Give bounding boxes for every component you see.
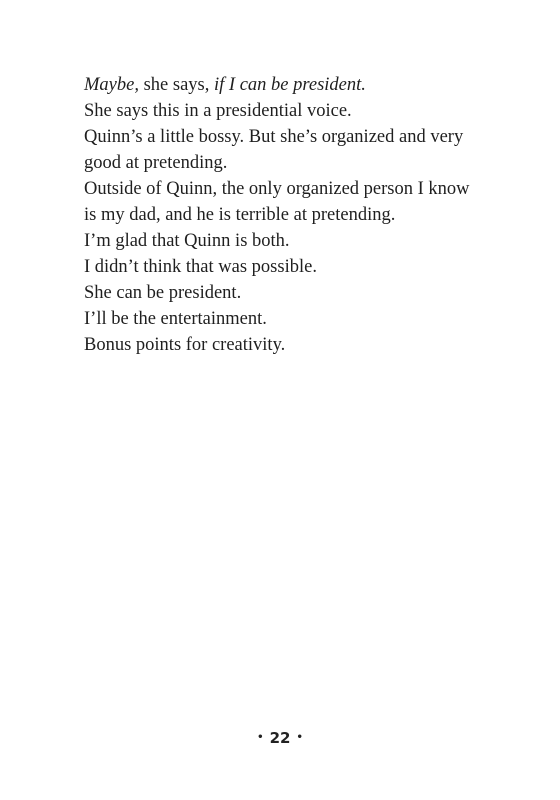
ornament-dot-left: • [257,732,264,743]
paragraph-glad: I’m glad that Quinn is both. [84,231,290,251]
paragraph-outside-of-quinn: Outside of Quinn, the only organized person I know is my dad, and he is terrible at pretending. [84,179,470,225]
italic-maybe: Maybe, [84,75,139,95]
paragraph-president: She can be president. [84,283,242,303]
paragraph-maybe [84,72,484,98]
body-text [84,72,484,358]
text-she-says: she says, [138,75,214,95]
paragraph-quinn-bossy: Quinn’s a little bossy. But she’s organized and very good at pretending. [84,127,464,173]
page-number: 22 [269,729,291,747]
paragraph-entertainment: I’ll be the entertainment. [84,309,267,329]
italic-president: if I can be president. [214,75,366,95]
paragraph-bonus-points: Bonus points for creativity. [84,335,286,355]
page-footer [0,729,560,747]
paragraph-presidential-voice: She says this in a presidential voice. [84,101,352,121]
ornament-dot-right: • [296,732,303,743]
paragraph-possible: I didn’t think that was possible. [84,257,317,277]
